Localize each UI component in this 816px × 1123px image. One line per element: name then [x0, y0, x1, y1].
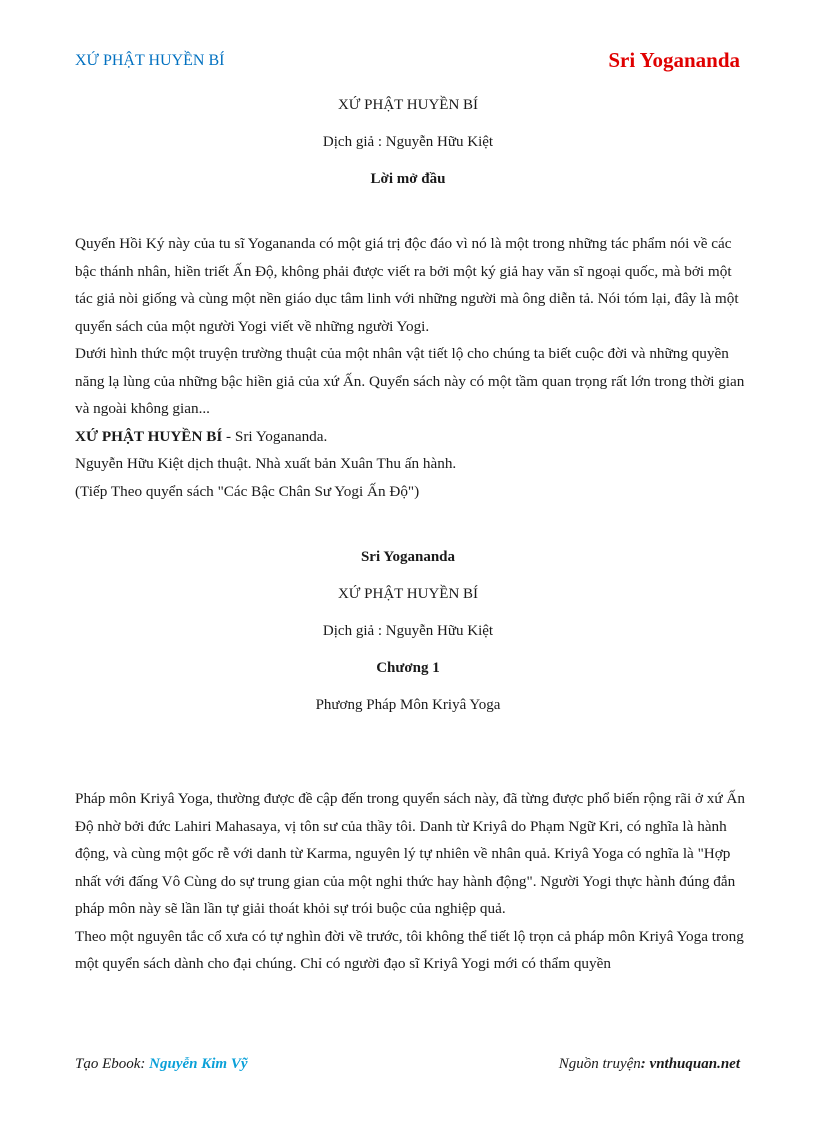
- intro-translator: Dịch giả : Nguyễn Hữu Kiệt: [322, 134, 494, 150]
- header-author: Sri Yogananda: [608, 48, 740, 72]
- chapter-translator: Dịch giả : Nguyễn Hữu Kiệt: [322, 623, 494, 639]
- intro-book-line: [75, 423, 747, 451]
- chapter-paragraph: Theo một nguyên tắc cổ xưa có tự nghìn đời về trước, tôi không thể tiết lộ trọn cả pháp môn Kriyâ Yoga trong một quyển sách dành cho đại chúng. Chỉ có người đạo sĩ Kriyâ Yogi mới có thẩm quyền: [75, 927, 744, 972]
- intro-book-title: XỨ PHẬT HUYỀN BÍ: [75, 427, 223, 445]
- footer-source-label: Nguồn truyện: [558, 1056, 641, 1072]
- footer-source-credit: [559, 1056, 740, 1073]
- header-book-title: XỨ PHẬT HUYỀN BÍ: [75, 52, 225, 69]
- intro-continuation: (Tiếp Theo quyển sách "Các Bậc Chân Sư Yogi Ấn Độ"): [75, 482, 420, 500]
- footer-ebook-name: Nguyễn Kim Vỹ: [149, 1056, 248, 1072]
- footer-source-site: vnthuquan.net: [649, 1056, 740, 1072]
- intro-book-author: - Sri Yogananda.: [222, 427, 328, 445]
- footer-ebook-separator: :: [140, 1056, 150, 1072]
- intro-section-heading: Lời mở đầu: [370, 171, 446, 187]
- footer-source-separator: :: [640, 1056, 650, 1072]
- chapter-author: Sri Yogananda: [360, 549, 456, 565]
- intro-body: [75, 230, 747, 505]
- intro-paragraph: Quyển Hồi Ký này của tu sĩ Yogananda có một giá trị độc đáo vì nó là một trong những tác phẩm nói về các bậc thánh nhân, hiền triết Ấn Độ, không phải được viết ra bởi một ký giả hay văn sĩ ngoại quốc, mà bởi một tác giả nòi giống và cùng một nền giáo dục tâm linh với những người mà ông diễn tả. Nói tóm lại, đây là một quyển sách của một người Yogi viết về những người Yogi.: [75, 235, 739, 335]
- intro-publisher: Nguyễn Hữu Kiệt dịch thuật. Nhà xuất bản Xuân Thu ấn hành.: [75, 455, 457, 472]
- chapter-subtitle: Phương Pháp Môn Kriyâ Yoga: [315, 697, 501, 713]
- chapter-paragraph: Pháp môn Kriyâ Yoga, thường được đề cập đến trong quyển sách này, đã từng được phổ biến rộng rãi ở xứ Ấn Độ nhờ bởi đức Lahiri Mahasaya, vị tôn sư của thầy tôi. Danh từ Kriyâ do Phạm Ngữ Kri, có nghĩa là hành động, và cùng một gốc rễ với danh từ Karma, nguyên lý tự nhiên về nhân quả. Kriyâ Yoga có nghĩa là "Hợp nhất với đấng Vô Cùng do sự trung gian của một nghi thức hay hành động". Người Yogi thực hành đúng đắn pháp môn này sẽ lần lần tự giải thoát khỏi sự trói buộc của nghiệp quả.: [75, 790, 745, 917]
- intro-paragraph: Dưới hình thức một truyện trường thuật của một nhân vật tiết lộ cho chúng ta biết cuộc đời và những quyền năng lạ lùng của những bậc hiền giả của xứ Ấn. Quyển sách này có một tầm quan trọng rất lớn trong thời gian và ngoài không gian...: [75, 345, 745, 417]
- intro-title: XỨ PHẬT HUYỀN BÍ: [337, 97, 479, 113]
- chapter-book-title: XỨ PHẬT HUYỀN BÍ: [337, 586, 479, 602]
- chapter-body: [75, 785, 747, 978]
- footer-ebook-credit: [75, 1056, 248, 1073]
- chapter-number: Chương 1: [376, 660, 440, 676]
- footer-ebook-label: Tạo Ebook: [75, 1056, 141, 1072]
